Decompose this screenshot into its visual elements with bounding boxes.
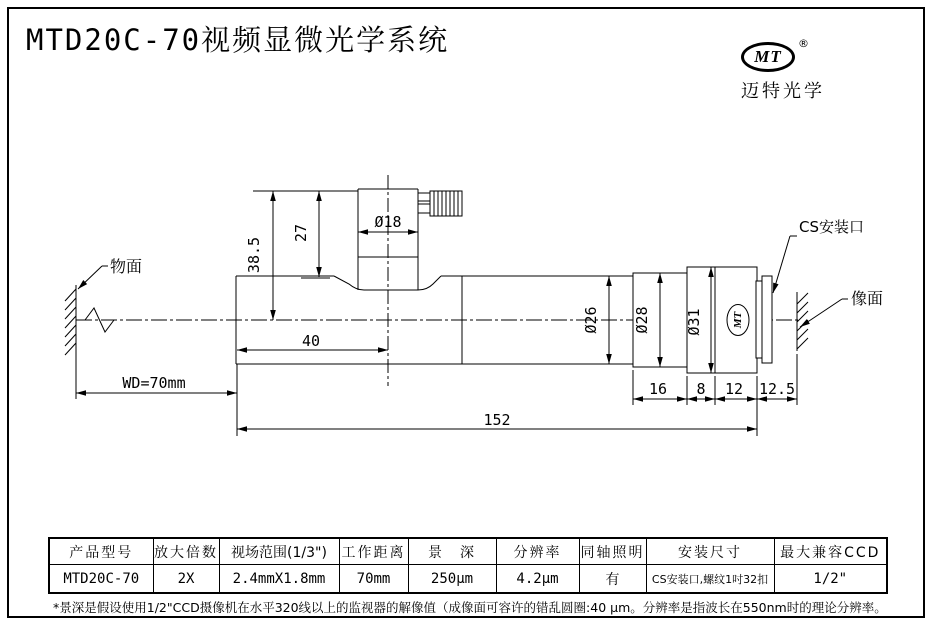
dim-12-5: 12.5 (758, 380, 796, 398)
cell-field-of-view: 2.4mmX1.8mm (219, 565, 339, 594)
image-plane-hatch (797, 292, 808, 351)
cs-mount-ring (756, 276, 772, 363)
header-field-of-view: 视场范围(1/3") (219, 538, 339, 565)
lens-logo-text: MT (732, 311, 744, 329)
cs-mount-label: CS安装口 (799, 218, 864, 236)
dim-working-distance: WD=70mm (122, 374, 186, 392)
page-title: MTD20C-70视频显微光学系统 (26, 23, 450, 57)
dim-12: 12 (724, 380, 744, 398)
dim-27: 27 (292, 223, 310, 243)
header-mount-size: 安装尺寸 (646, 538, 774, 565)
object-plane-label: 物面 (110, 257, 143, 276)
spec-table-header-row (49, 538, 887, 565)
cell-product-model: MTD20C-70 (49, 565, 153, 594)
spec-table (48, 537, 888, 594)
brand-name: 迈特光学 (741, 81, 825, 102)
cell-depth-of-field: 250μm (408, 565, 496, 594)
header-working-distance: 工作距离 (339, 538, 408, 565)
object-plane-leader (78, 266, 108, 289)
spec-table-data-row (49, 565, 887, 594)
registered-trademark-icon: ® (798, 37, 809, 50)
cell-working-distance: 70mm (339, 565, 408, 594)
header-depth-of-field: 景 深 (408, 538, 496, 565)
header-max-ccd: 最大兼容CCD (774, 538, 887, 565)
cell-magnification: 2X (153, 565, 219, 594)
header-product-model: 产品型号 (49, 538, 153, 565)
object-plane-hatch (65, 285, 76, 355)
header-magnification: 放大倍数 (153, 538, 219, 565)
dim-8: 8 (696, 380, 706, 398)
cs-mount-leader (773, 236, 797, 293)
cell-coaxial-illumination: 有 (579, 565, 646, 594)
image-plane-label: 像面 (851, 289, 884, 308)
dim-d18: Ø18 (374, 213, 402, 231)
dim-d26: Ø26 (582, 306, 600, 334)
dim-40: 40 (301, 332, 321, 350)
cell-max-ccd: 1/2" (774, 565, 887, 594)
focus-knob (418, 191, 462, 216)
header-coaxial-illumination: 同轴照明 (579, 538, 646, 565)
dim-38-5: 38.5 (245, 236, 263, 274)
brand-logo-mark: MT (754, 47, 782, 66)
cell-mount-size: CS安装口,螺纹1吋32扣 (646, 565, 774, 594)
header-resolution: 分辨率 (496, 538, 579, 565)
dim-d28: Ø28 (633, 306, 651, 334)
cell-resolution: 4.2μm (496, 565, 579, 594)
dim-d31: Ø31 (685, 308, 703, 336)
dim-16: 16 (648, 380, 668, 398)
footnote: *景深是假设使用1/2"CCD摄像机在水平320线以上的监视器的解像值（成像面可容许的错乱圆圈:40 μm。分辨率是指波长在550nm时的理论分辨率。 (53, 600, 887, 615)
dim-152: 152 (483, 411, 511, 429)
